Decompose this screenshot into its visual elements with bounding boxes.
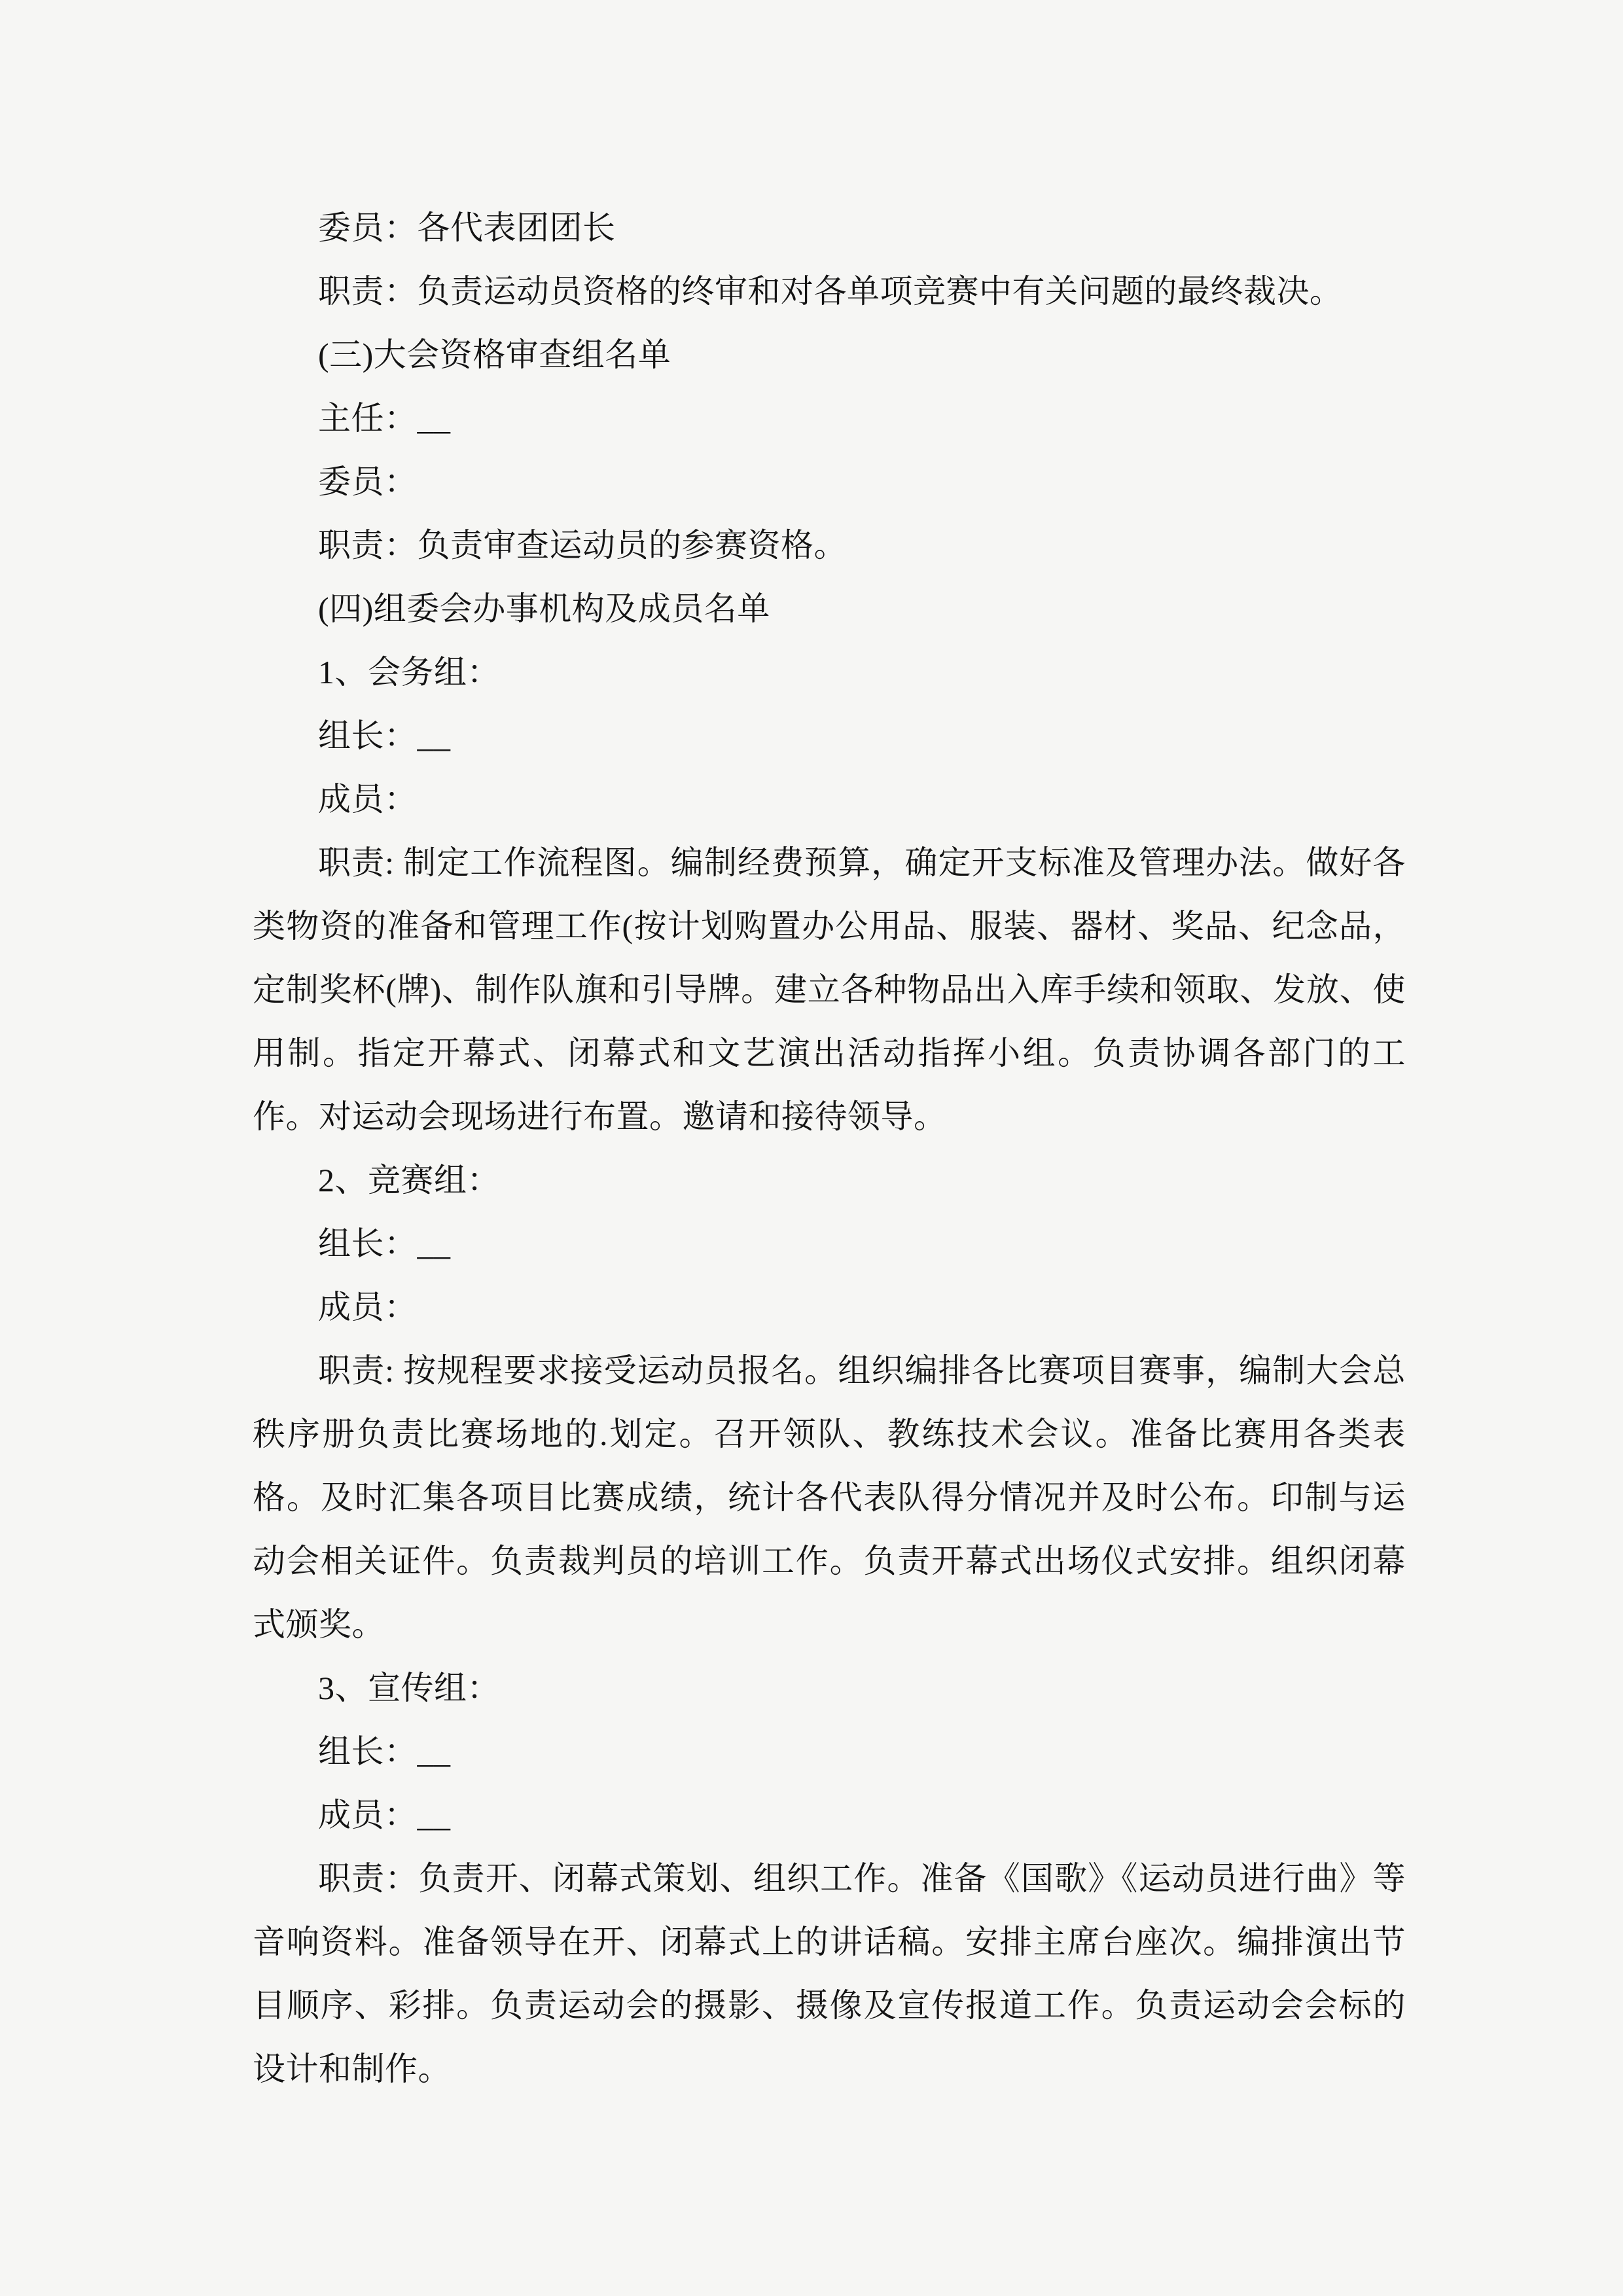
group-1-title-line: 1、会务组： bbox=[318, 654, 500, 691]
qualification-duty-line: 职责：负责审查运动员的参赛资格。 bbox=[318, 527, 847, 564]
group-2-leader-line: 组长：__ bbox=[318, 1225, 451, 1262]
document-body bbox=[253, 196, 1406, 2101]
committee-duty-line: 职责：负责运动员资格的终审和对各单项竞赛中有关问题的最终裁决。 bbox=[318, 273, 1343, 310]
group-2-members-line: 成员： bbox=[318, 1289, 418, 1325]
group-3-title-line: 3、宣传组： bbox=[318, 1670, 500, 1706]
group-2-title-line: 2、竞赛组： bbox=[318, 1162, 500, 1198]
group-1-duty-paragraph: 职责: 制定工作流程图。编制经费预算，确定开支标准及管理办法。做好各类物资的准备和管理工作(按计划购置办公用品、服装、器材、奖品、纪念品，定制奖杯(牌)、制作队旗和引导牌。建立各种物品出入库手续和领取、发放、使用制。指定开幕式、闭幕式和文艺演出活动指挥小组。负责协调各部门的工作。对运动会现场进行布置。邀请和接待领导。 bbox=[253, 844, 1406, 1135]
group-2-duty-paragraph: 职责: 按规程要求接受运动员报名。组织编排各比赛项目赛事，编制大会总秩序册负责比赛场地的.划定。召开领队、教练技术会议。准备比赛用各类表格。及时汇集各项目比赛成绩，统计各代表队得分情况并及时公布。印制与运动会相关证件。负责裁判员的培训工作。负责开幕式出场仪式安排。组织闭幕式颁奖。 bbox=[253, 1352, 1406, 1643]
section-3-heading: (三)大会资格审查组名单 bbox=[318, 336, 671, 373]
group-3-leader-line: 组长：__ bbox=[318, 1733, 451, 1770]
members-field-line: 委员： bbox=[318, 463, 418, 500]
group-1-leader-line: 组长：__ bbox=[318, 717, 451, 754]
director-field-line: 主任：__ bbox=[318, 400, 451, 437]
section-4-heading: (四)组委会办事机构及成员名单 bbox=[318, 590, 770, 627]
group-1-members-line: 成员： bbox=[318, 781, 418, 817]
group-3-members-line: 成员：__ bbox=[318, 1797, 451, 1833]
group-3-duty-paragraph: 职责：负责开、闭幕式策划、组织工作。准备《国歌》《运动员进行曲》等音响资料。准备领导在开、闭幕式上的讲话稿。安排主席台座次。编排演出节目顺序、彩排。负责运动会的摄影、摄像及宣传报道工作。负责运动会会标的设计和制作。 bbox=[253, 1860, 1406, 2087]
committee-members-line: 委员：各代表团团长 bbox=[318, 209, 616, 246]
